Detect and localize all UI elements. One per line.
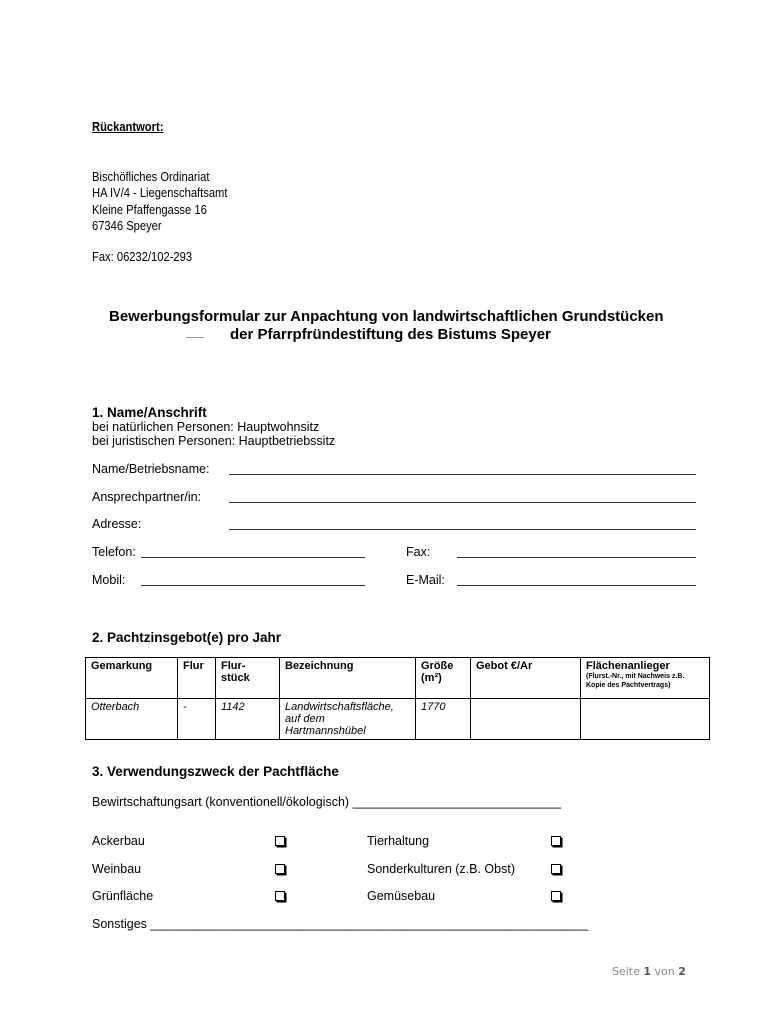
phone-field[interactable] (141, 557, 365, 558)
mobile-label: Mobil: (92, 573, 126, 587)
cell-gebot[interactable] (471, 699, 581, 740)
contact-field[interactable] (229, 502, 696, 503)
sonderkulturen-checkbox[interactable] (551, 864, 561, 874)
lease-bid-table (85, 657, 710, 740)
table-row (86, 699, 710, 740)
col-anlieger: Flächenanlieger (Flurst.-Nr., mit Nachweis z.B. Kopie des Pachtvertrags) (581, 658, 710, 699)
section1-sub2: bei juristischen Personen: Hauptbetriebssitz (92, 434, 336, 448)
col-gebot: Gebot €/Ar (471, 658, 581, 699)
phone-label: Telefon: (92, 545, 136, 559)
form-title-line-2: der Pfarrpfründestiftung des Bistums Speyer (230, 326, 551, 343)
cell-flurstueck: 1142 (216, 699, 280, 740)
address-line-3: Kleine Pfaffengasse 16 (92, 202, 207, 217)
footer-total: 2 (678, 965, 686, 978)
email-label: E-Mail: (406, 573, 445, 587)
col-groesse: Größe (m²) (416, 658, 471, 699)
name-field[interactable] (229, 474, 696, 475)
tierhaltung-checkbox[interactable] (551, 836, 561, 846)
sonstiges-field[interactable]: Sonstiges _______________________________________________________________ (92, 917, 589, 931)
cell-bezeichnung: Landwirtschaftsfläche, auf dem Hartmannshübel (280, 699, 416, 740)
reply-label: Rückantwort: (92, 119, 164, 134)
col-flur: Flur (178, 658, 216, 699)
footer-page: 1 (643, 965, 652, 978)
col-flurstueck: Flur- stück (216, 658, 280, 699)
address-line-1: Bischöfliches Ordinariat (92, 169, 210, 184)
anlieger-note: (Flurst.-Nr., mit Nachweis z.B. Kopie des Pachtvertrags) (586, 673, 685, 689)
section1-heading: 1. Name/Anschrift (92, 405, 207, 420)
option-gemuesebau-label: Gemüsebau (367, 889, 436, 903)
title-dash (186, 337, 204, 338)
section1-sub1: bei natürlichen Personen: Hauptwohnsitz (92, 420, 320, 434)
col-bezeichnung: Bezeichnung (280, 658, 416, 699)
option-ackerbau-label: Ackerbau (92, 834, 145, 848)
option-tierhaltung-label: Tierhaltung (367, 834, 430, 848)
email-field[interactable] (457, 585, 696, 586)
form-title-line-1: Bewerbungsformular zur Anpachtung von landwirtschaftlichen Grundstücken (109, 308, 664, 325)
gemuesebau-checkbox[interactable] (551, 891, 561, 901)
col-gemarkung: Gemarkung (86, 658, 178, 699)
option-gruenflaeche-label: Grünfläche (92, 889, 154, 903)
option-sonderkulturen-label: Sonderkulturen (z.B. Obst) (367, 862, 515, 876)
table-header-row (86, 658, 710, 699)
cell-flur: - (178, 699, 216, 740)
fax-label: Fax: (406, 545, 431, 559)
footer-mid: von (654, 965, 675, 978)
contact-label: Ansprechpartner/in: (92, 490, 202, 504)
ackerbau-checkbox[interactable] (275, 836, 285, 846)
gruenflaeche-checkbox[interactable] (275, 891, 285, 901)
section2-heading: 2. Pachtzinsgebot(e) pro Jahr (92, 630, 282, 645)
section3-heading: 3. Verwendungszweck der Pachtfläche (92, 764, 339, 779)
reply-fax: Fax: 06232/102-293 (92, 249, 193, 264)
address-line-2: HA IV/4 - Liegenschaftsamt (92, 185, 228, 200)
name-label: Name/Betriebsname: (92, 462, 210, 476)
address-field[interactable] (229, 529, 696, 530)
cell-anlieger[interactable] (581, 699, 710, 740)
page-footer (612, 965, 686, 978)
mobile-field[interactable] (141, 585, 365, 586)
cell-groesse: 1770 (416, 699, 471, 740)
fax-field[interactable] (457, 557, 696, 558)
cell-gemarkung: Otterbach (86, 699, 178, 740)
address-line-4: 67346 Speyer (92, 218, 162, 233)
weinbau-checkbox[interactable] (275, 864, 285, 874)
address-label: Adresse: (92, 517, 142, 531)
bewirtschaftung-field[interactable]: Bewirtschaftungsart (konventionell/ökologisch) ______________________________ (92, 795, 562, 809)
option-weinbau-label: Weinbau (92, 862, 142, 876)
footer-prefix: Seite (612, 965, 640, 978)
